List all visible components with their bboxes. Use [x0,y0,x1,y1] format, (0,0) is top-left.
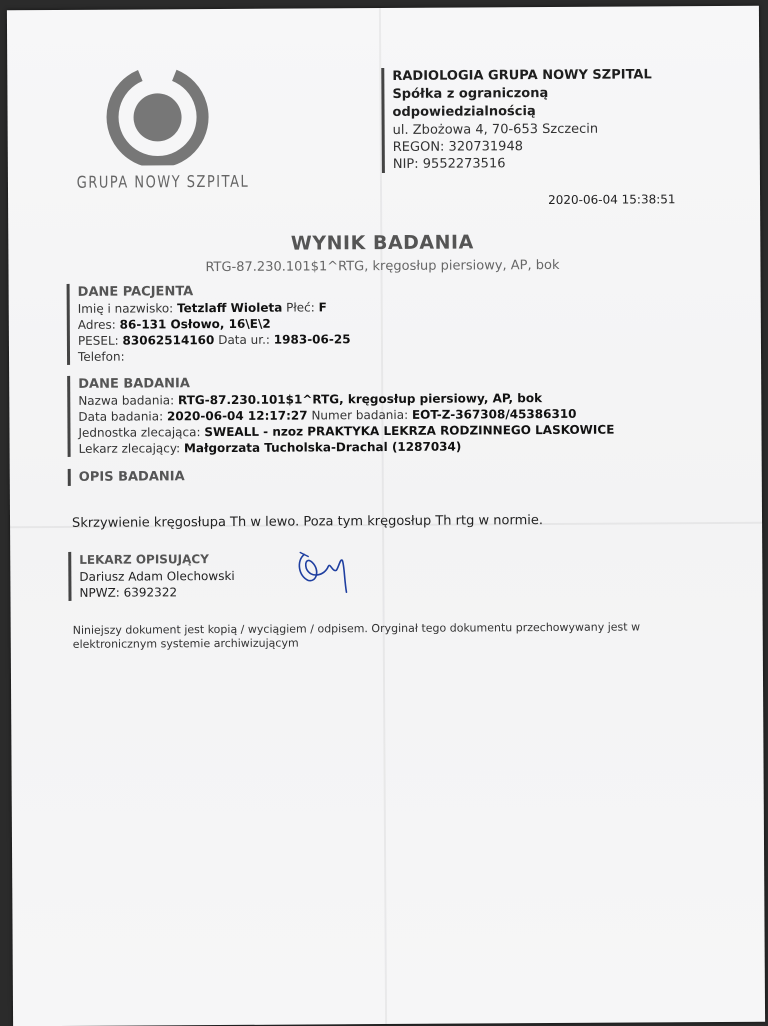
patient-sex-label: Płeć: [286,300,315,315]
exam-section [67,373,614,457]
exam-name-label: Nazwa badania: [78,393,175,408]
description-text: Skrzywienie kręgosłupa Th w lewo. Poza tym kręgosłup Th rtg w normie. [71,513,544,531]
patient-name-label: Imię i nazwisko: [77,301,174,316]
company-name: RADIOLOGIA GRUPA NOWY SZPITAL [392,67,652,84]
document-page [7,6,765,1026]
handwritten-signature [290,546,360,596]
patient-phone-label: Telefon: [77,349,125,364]
document-subtitle: RTG-87.230.101$1^RTG, kręgosłup piersiowy, AP, bok [205,257,560,276]
patient-dob-label: Data ur.: [218,332,270,348]
exam-name-value: RTG-87.230.101$1^RTG, kręgosłup piersiowy, AP, bok [177,391,543,408]
document-title: WYNIK BADANIA [290,231,474,255]
patient-address-value: 86-131 Osłowo, 16\E\2 [119,316,271,332]
patient-dob-value: 1983-06-25 [273,332,351,347]
patient-pesel-value: 83062514160 [122,333,215,348]
company-block [381,66,723,173]
exam-number-label: Numer badania: [311,407,409,423]
exam-unit-value: SWEALL - nzoz PRAKTYKA LEKRZA RODZINNEGO LASKOWICE [204,422,615,440]
exam-date-label: Data badania: [78,409,164,424]
description-section [68,468,185,486]
company-regon: REGON: 320731948 [392,139,524,155]
patient-sex-value: F [318,300,327,315]
company-nip: NIP: 9552273516 [392,156,506,172]
describing-doctor-name: Dariusz Adam Olechowski [79,568,235,584]
patient-heading: DANE PACJENTA [77,284,194,300]
exam-doctor-value: Małgorzata Tucholska-Drachal (1287034) [183,439,462,456]
describing-doctor-heading: LEKARZ OPISUJĄCY [79,552,209,567]
logo-text: GRUPA NOWY SZPITAL [76,172,250,193]
patient-pesel-label: PESEL: [77,333,119,348]
describing-doctor-section [68,551,235,601]
copy-note: Niniejszy dokument jest kopią / wyciągiem / odpisem. Oryginał tego dokumentu przechowywany jest w elektronicznym systemie archiwizującym [72,620,641,651]
patient-address-label: Adres: [77,317,116,332]
exam-date-value: 2020-06-04 12:17:27 [166,408,308,424]
description-heading: OPIS BADANIA [78,469,185,485]
patient-phone-row [78,347,351,365]
patient-pesel-row [78,331,351,349]
company-legal-1: Spółka z ograniczoną [392,86,549,102]
circle-logo-icon [102,65,213,166]
patient-address-row [78,315,351,333]
patient-name-value: Tetzlaff Wioleta [176,300,283,316]
exam-doctor-row [79,438,615,457]
exam-number-value: EOT-Z-367308/45386310 [411,406,577,422]
company-address: ul. Zbożowa 4, 70-653 Szczecin [392,121,599,138]
exam-unit-row [78,422,614,441]
patient-section [67,282,351,365]
document-datetime: 2020-06-04 15:38:51 [548,192,676,208]
patient-name-row [78,299,351,317]
company-legal-2: odpowiedzialnością [392,104,536,120]
exam-doctor-label: Lekarz zlecający: [78,441,181,456]
exam-heading: DANE BADANIA [78,376,190,392]
describing-doctor-npwz: NPWZ: 6392322 [79,585,178,600]
exam-unit-label: Jednostka zlecająca: [78,425,201,440]
